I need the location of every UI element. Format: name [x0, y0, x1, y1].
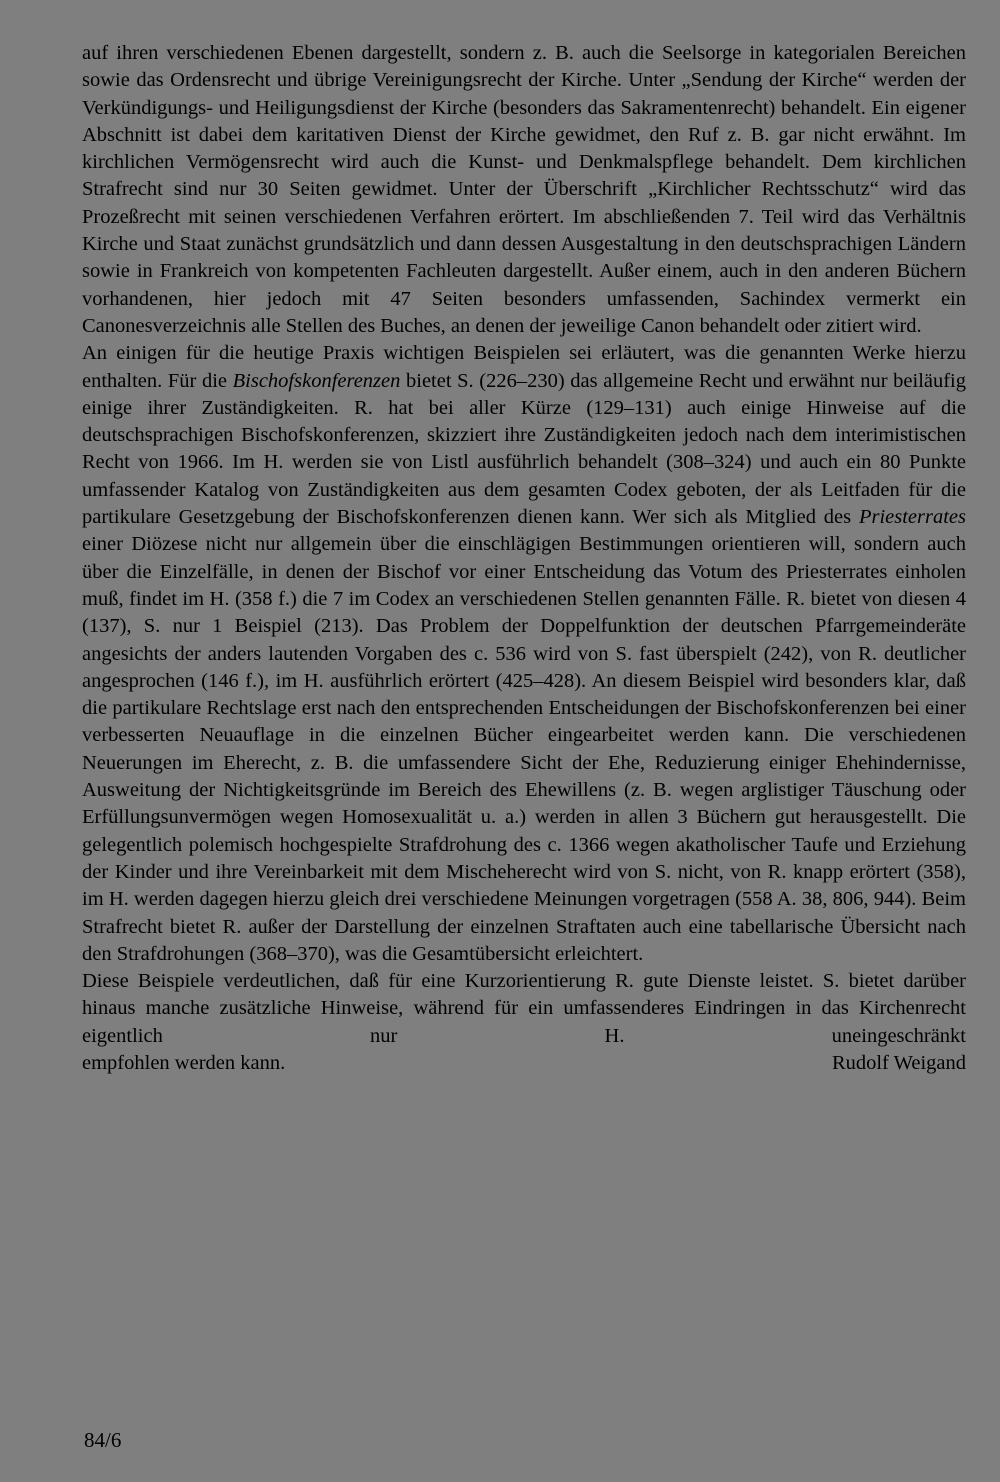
paragraph-2: [82, 340, 966, 968]
term-priesterrates: Priesterrates: [858, 506, 966, 529]
paragraph-3: Diese Beispiele verdeutlichen, daß für eine Kurzorientierung R. gute Dienste leistet. S. bietet darüber hinaus manche zusätzliche Hinweise, während für ein umfassenderes Eindringen in das Kirchenrecht eigentlich nur H. uneingeschränkt: [82, 970, 966, 1047]
paragraph-2-text-a: An einigen für die heutige Praxis wichtigen Beispielen sei erläutert, was die genannten Werke hierzu enthalten. Für die: [82, 342, 966, 392]
paragraph-2-text-c: einer Diözese nicht nur allgemein über die einschlägigen Bestimmungen orientieren will, sondern auch über die Einzelfälle, in denen der Bischof vor einer Entscheidung das Votum des Priesterrates einholen muß, findet im H. (358 f.) die 7 im Codex an verschiedenen Stellen genannten Fälle. R. bietet von diesen 4 (137), S. nur 1 Beispiel (213). Das Problem der Doppelfunktion der deutschen Pfarrgemeinderäte angesichts der anders lautenden Vorgaben des c. 536 wird von S. fast überspielt (242), von R. deutlicher angesprochen (146 f.), im H. ausführlich erörtert (425–428). An diesem Beispiel wird besonders klar, daß die partikulare Rechtslage erst nach den entsprechenden Entscheidungen der Bischofskonferenzen bei einer verbesserten Neuauflage in die einzelnen Bücher eingearbeitet werden kann. Die verschiedenen Neuerungen im Eherecht, z. B. die umfassendere Sicht der Ehe, Reduzierung einiger Ehehindernisse, Ausweitung der Nichtigkeitsgründe im Bereich des Ehewillens (z. B. wegen arglistiger Täuschung oder Erfüllungsunvermögen wegen Homosexualität u. a.) werden in allen 3 Büchern gut herausgestellt. Die gelegentlich polemisch hochgespielte Strafdrohung des c. 1366 wegen akatholischer Taufe und Erziehung der Kinder und ihre Vereinbarkeit mit dem Mischeherecht wird von S. nicht, von R. knapp erörtert (358), im H. werden dagegen hierzu gleich drei verschiedene Meinungen vorgetragen (558 A. 38, 806, 944). Beim Strafrecht bietet R. außer der Darstellung der einzelnen Straftaten auch eine tabellarische Übersicht nach den Strafdrohungen (368–370), was die Gesamtübersicht erleichtert.: [82, 533, 966, 965]
paragraph-2-text-b: bietet S. (226–230) das allgemeine Recht und erwähnt nur beiläufig einige ihrer Zuständigkeiten. R. hat bei aller Kürze (129–131) auch einige Hinweise auf die deutschsprachigen Bischofskonferenzen, skizziert ihre Zuständigkeiten jedoch nach dem interimistischen Recht von 1966. Im H. werden sie von Listl ausführlich behandelt (308–324) und auch ein 80 Punkte umfassender Katalog von Zuständigkeiten aus dem gesamten Codex geboten, der als Leitfaden für die partikulare Gesetzgebung der Bischofskonferenzen dienen kann. Wer sich als Mitglied des: [82, 369, 967, 529]
page-number: 84/6: [84, 1428, 122, 1452]
paragraph-1: auf ihren verschiedenen Ebenen dargestellt, sondern z. B. auch die Seelsorge in kategorialen Bereichen sowie das Ordensrecht und übrige Vereinigungsrecht der Kirche. Unter „Sendung der Kirche“ werden der Verkündigungs- und Heiligungsdienst der Kirche (besonders das Sakramentenrecht) behandelt. Ein eigener Abschnitt ist dabei dem karitativen Dienst der Kirche gewidmet, den Ruf z. B. gar nicht erwähnt. Im kirchlichen Vermögensrecht wird auch die Kunst- und Denkmalspflege behandelt. Dem kirchlichen Strafrecht sind nur 30 Seiten gewidmet. Unter der Überschrift „Kirchlicher Rechtsschutz“ wird das Prozeßrecht mit seinen verschiedenen Verfahren erörtert. Im abschließenden 7. Teil wird das Verhältnis Kirche und Staat zunächst grundsätzlich und dann dessen Ausgestaltung in den deutschsprachigen Ländern sowie in Frankreich von kompetenten Fachleuten dargestellt. Außer einem, auch in den anderen Büchern vorhandenen, hier jedoch mit 47 Seiten besonders umfassenden, Sachindex vermerkt ein Canonesverzeichnis alle Stellen des Buches, an denen der jeweilige Canon behandelt oder zitiert wird.: [82, 42, 966, 337]
signoff-line: [82, 1050, 966, 1077]
closing-text: empfohlen werden kann.: [82, 1051, 286, 1074]
term-bischofskonferenzen: Bischofskonferenzen: [232, 369, 401, 392]
article-body: [82, 40, 966, 1077]
author-name: Rudolf Weigand: [831, 1051, 966, 1074]
